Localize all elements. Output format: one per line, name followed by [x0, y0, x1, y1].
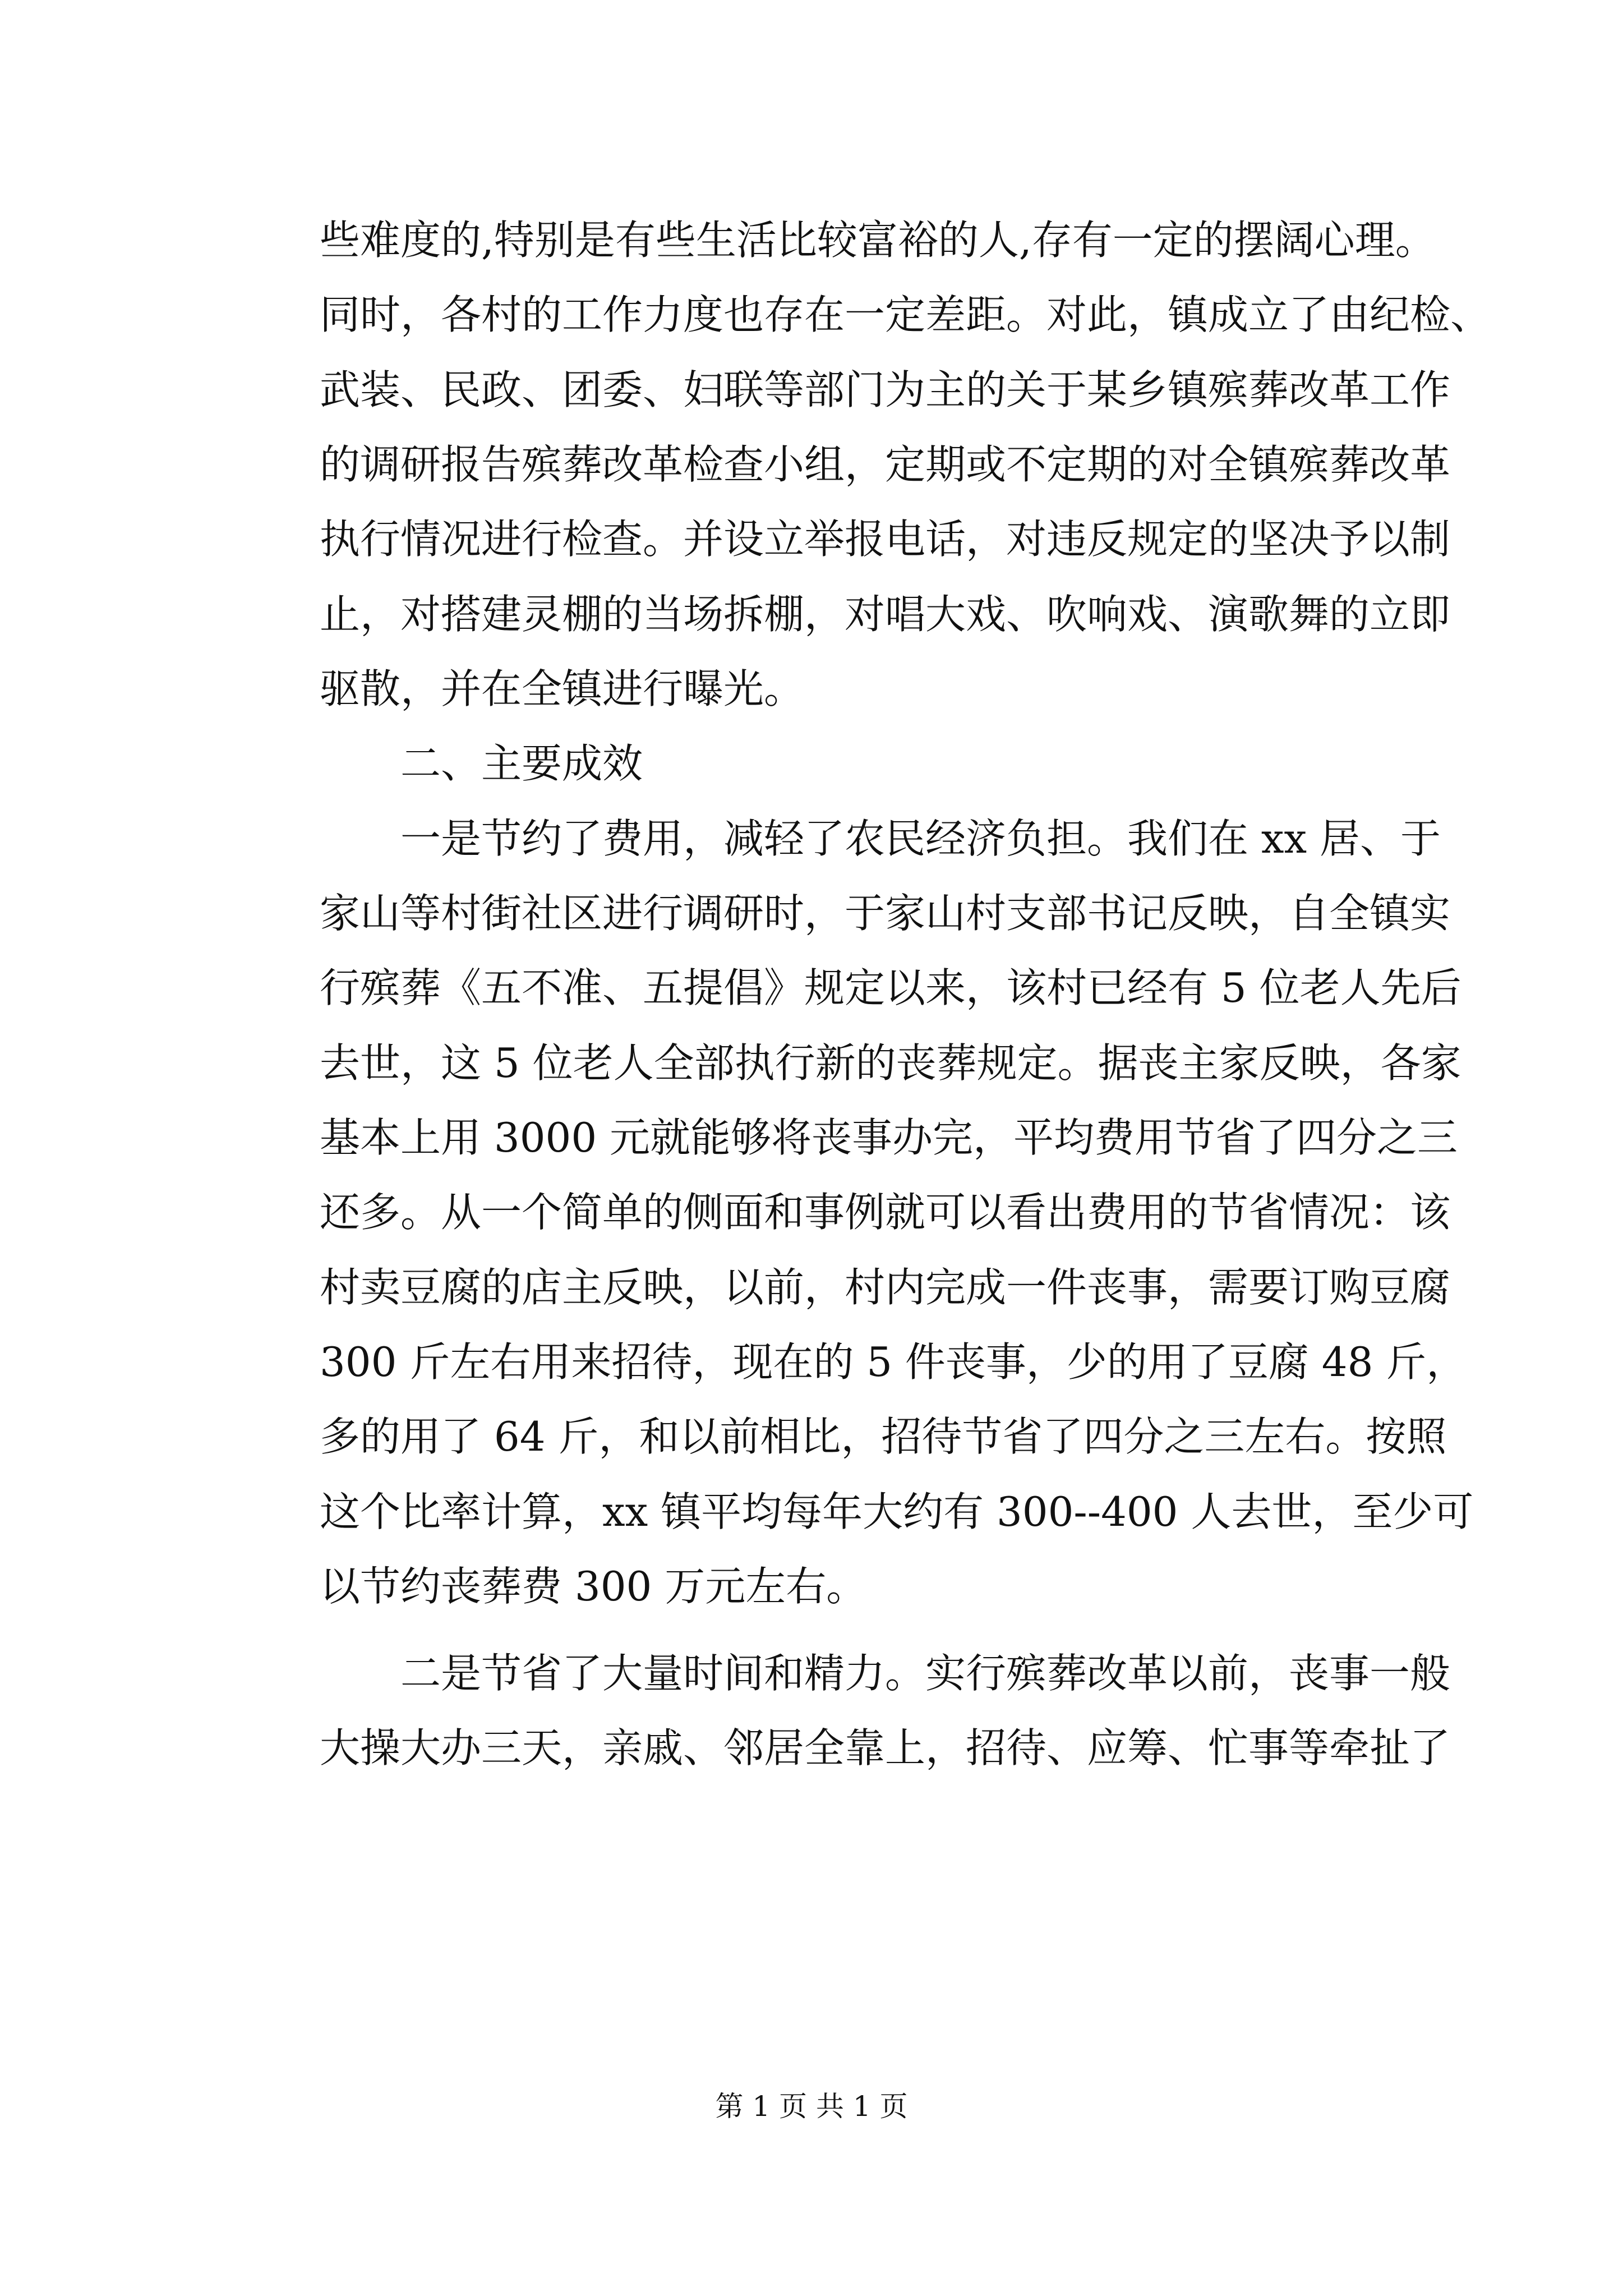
- text-line-12: 去世，这 5 位老人全部执行新的丧葬规定。据丧主家反映，各家: [320, 1039, 1461, 1087]
- text-line-20: 二是节省了大量时间和精力。实行殡葬改革以前，丧事一般: [320, 1650, 1451, 1697]
- text-line-17: 多的用了 64 斤，和以前相比，招待节省了四分之三左右。按照: [320, 1413, 1447, 1460]
- text-line-3: 武装、民政、团委、妇联等部门为主的关于某乡镇殡葬改革工作: [320, 366, 1451, 413]
- text-line-1: 些难度的,特别是有些生活比较富裕的人,存有一定的摆阔心理。: [320, 217, 1436, 264]
- text-line-9: 一是节约了费用，减轻了农民经济负担。我们在 xx 居、于: [320, 815, 1441, 862]
- text-line-7: 驱散，并在全镇进行曝光。: [320, 665, 805, 712]
- section-heading: 二、主要成效: [320, 740, 643, 787]
- page-footer: 第 1 页 共 1 页: [715, 2090, 908, 2123]
- text-line-4: 的调研报告殡葬改革检查小组，定期或不定期的对全镇殡葬改革: [320, 441, 1451, 488]
- text-line-19: 以节约丧葬费 300 万元左右。: [320, 1563, 867, 1610]
- text-line-15: 村卖豆腐的店主反映，以前，村内完成一件丧事，需要订购豆腐: [320, 1264, 1451, 1311]
- text-line-10: 家山等村街社区进行调研时，于家山村支部书记反映，自全镇实: [320, 890, 1451, 937]
- text-line-18: 这个比率计算，xx 镇平均每年大约有 300--400 人去世，至少可: [320, 1488, 1474, 1535]
- text-line-5: 执行情况进行检查。并设立举报电话，对违反规定的坚决予以制: [320, 516, 1451, 563]
- text-line-2: 同时，各村的工作力度也存在一定差距。对此，镇成立了由纪检、: [320, 291, 1491, 338]
- text-line-16: 300 斤左右用来招待，现在的 5 件丧事，少的用了豆腐 48 斤，: [320, 1338, 1467, 1386]
- text-line-13: 基本上用 3000 元就能够将丧事办完，平均费用节省了四分之三: [320, 1114, 1458, 1161]
- text-line-6: 止，对搭建灵棚的当场拆棚，对唱大戏、吹响戏、演歌舞的立即: [320, 591, 1451, 638]
- text-line-11: 行殡葬《五不准、五提倡》规定以来，该村已经有 5 位老人先后: [320, 964, 1461, 1011]
- text-line-21: 大操大办三天，亲戚、邻居全靠上，招待、应筹、忙事等牵扯了: [320, 1724, 1451, 1772]
- text-line-14: 还多。从一个简单的侧面和事例就可以看出费用的节省情况：该: [320, 1189, 1451, 1236]
